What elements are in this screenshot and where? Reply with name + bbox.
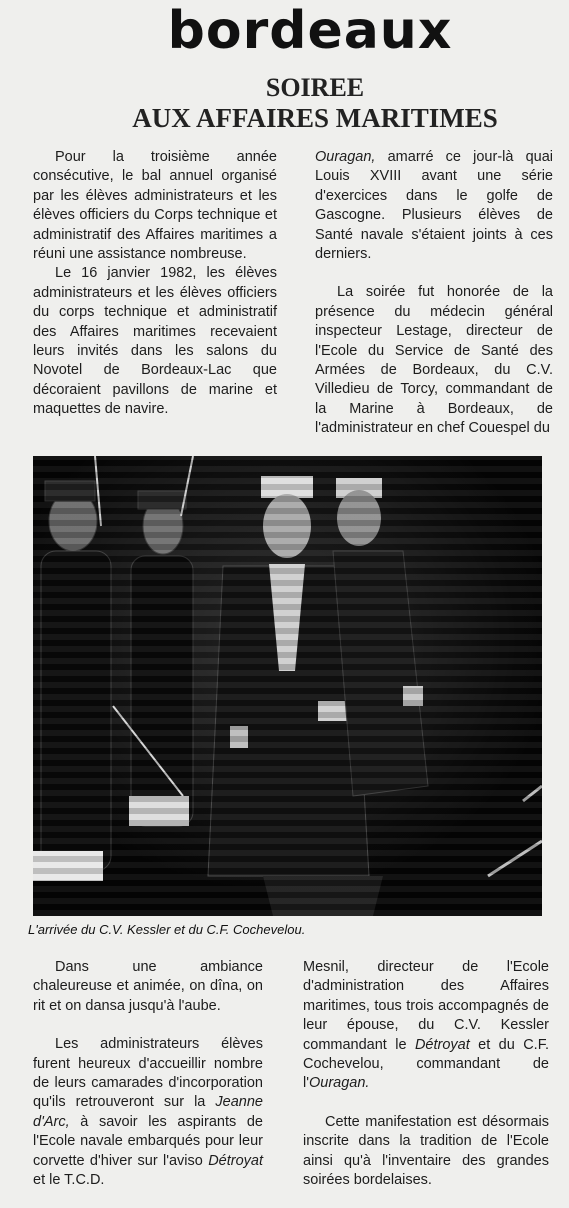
paragraph: La soirée fut honorée de la présence du médecin général inspecteur Lestage, directeur de l'Ecole du Service de Santé des Armées de Bordeaux, du C.V. Villedieu de Torcy, commandant de la Marine à Bordeaux, de l'administrateur en chef Couespel du [315, 284, 553, 437]
article-title [60, 72, 569, 134]
paragraph [33, 1035, 263, 1190]
article-title-line2: AUX AFFAIRES MARITIMES [132, 103, 498, 133]
paragraph: Dans une ambiance chaleureuse et animée, on dîna, on rit et on dansa jusqu'à l'aube. [33, 959, 263, 1014]
ship-name: Détroyat [208, 1152, 263, 1169]
right-column-bottom [303, 958, 549, 1190]
paragraph-text: à savoir les aspirants de l'Ecole navale embarqués pour leur corvette d'hiver sur l'aviso [33, 1113, 263, 1169]
photo-caption: L'arrivée du C.V. Kessler et du C.F. Cochevelou. [28, 922, 306, 937]
ship-name: Détroyat [414, 1036, 470, 1053]
paragraph [315, 148, 553, 264]
paragraph: Pour la troisième année consécutive, le bal annuel organisé par les élèves administrateurs et les élèves officiers du Corps technique et administratif des Affaires maritimes a réuni une assistance nombreuse. [33, 149, 277, 263]
paragraph-text: Les administrateurs élèves furent heureux d'accueillir nombre de leurs camarades d'incorporation qu'ils retrouveront sur la [33, 1036, 263, 1111]
paragraph-text: et du C.F. Cochevelou, commandant de l' [303, 1036, 549, 1092]
left-column-bottom [33, 958, 263, 1190]
event-photo [33, 456, 542, 916]
ship-name: Ouragan. [309, 1075, 370, 1092]
ship-name: Jeanne d'Arc, [33, 1094, 263, 1130]
paragraph-text: et le T.C.D. [33, 1172, 105, 1189]
section-title: bordeaux [167, 1, 453, 61]
left-column-top [33, 148, 277, 420]
right-column-top [315, 148, 553, 439]
paragraph: Le 16 janvier 1982, les élèves administrateurs et les élèves officiers du corps technique et administratif des Affaires maritimes recevaient leurs invités dans les salons du Novotel de Bordeaux-Lac que décoraient pavillons de marine et maquettes de navire. [33, 265, 277, 418]
article-title-line1: SOIREE [265, 73, 365, 102]
paragraph-text: Mesnil, directeur de l'Ecole d'administration des Affaires maritimes, tous trois accompagnés de leur épouse, du C.V. Kessler commandant le [303, 959, 549, 1053]
paragraph [303, 958, 549, 1094]
paragraph-text: amarré ce jour-là quai Louis XVIII avant une série d'exercices dans le golfe de Gascogne. Plusieurs élèves de Santé navale s'étaient joints à ces derniers. [315, 149, 553, 263]
ship-name: Ouragan, [315, 149, 376, 165]
paragraph: Cette manifestation est désormais inscrite dans la tradition de l'Ecole ainsi qu'à l'inventaire des grandes soirées bordelaises. [303, 1113, 549, 1189]
